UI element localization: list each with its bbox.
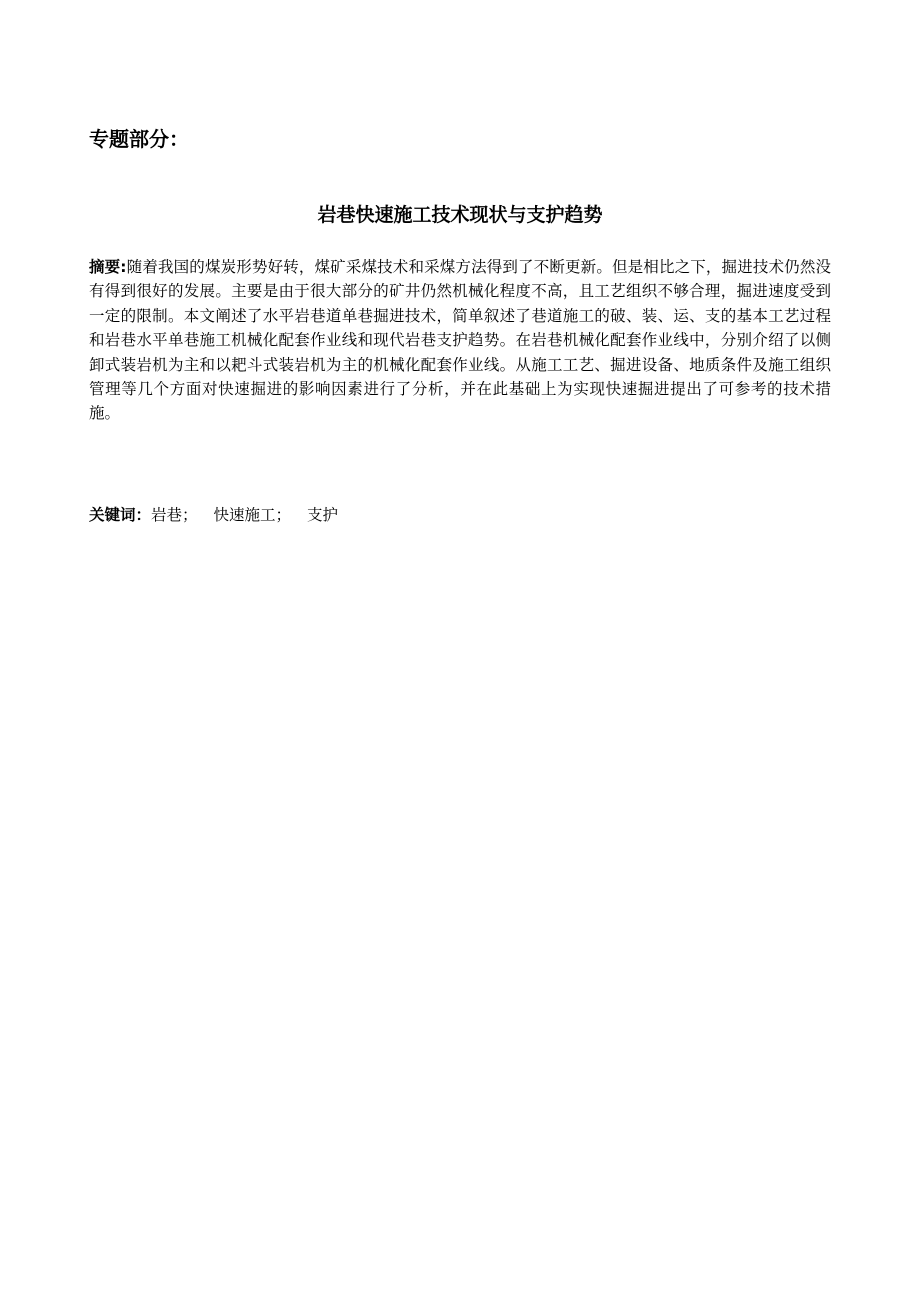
- keywords-line: [89, 503, 831, 527]
- abstract-paragraph: [89, 255, 831, 426]
- keyword-item: 支护: [307, 506, 339, 524]
- abstract-label: 摘要:: [89, 258, 127, 276]
- keyword-item: 快速施工；: [213, 506, 292, 524]
- document-title: 岩巷快速施工技术现状与支护趋势: [317, 204, 603, 226]
- section-heading: 专题部分：: [89, 127, 189, 151]
- keyword-item: 岩巷；: [151, 506, 198, 524]
- abstract-text: 随着我国的煤炭形势好转，煤矿采煤技术和采煤方法得到了不断更新。但是相比之下，掘进技术仍然没有得到很好的发展。主要是由于很大部分的矿井仍然机械化程度不高，且工艺组织不够合理，掘进速度受到一定的限制。本文阐述了水平岩巷道单巷掘进技术，简单叙述了巷道施工的破、装、运、支的基本工艺过程和岩巷水平单巷施工机械化配套作业线和现代岩巷支护趋势。在岩巷机械化配套作业线中，分别介绍了以侧卸式装岩机为主和以耙斗式装岩机为主的机械化配套作业线。从施工工艺、掘进设备、地质条件及施工组织管理等几个方面对快速掘进的影响因素进行了分析，并在此基础上为实现快速掘进提出了可参考的技术措施。: [89, 258, 831, 423]
- keywords-label: 关键词：: [89, 506, 152, 524]
